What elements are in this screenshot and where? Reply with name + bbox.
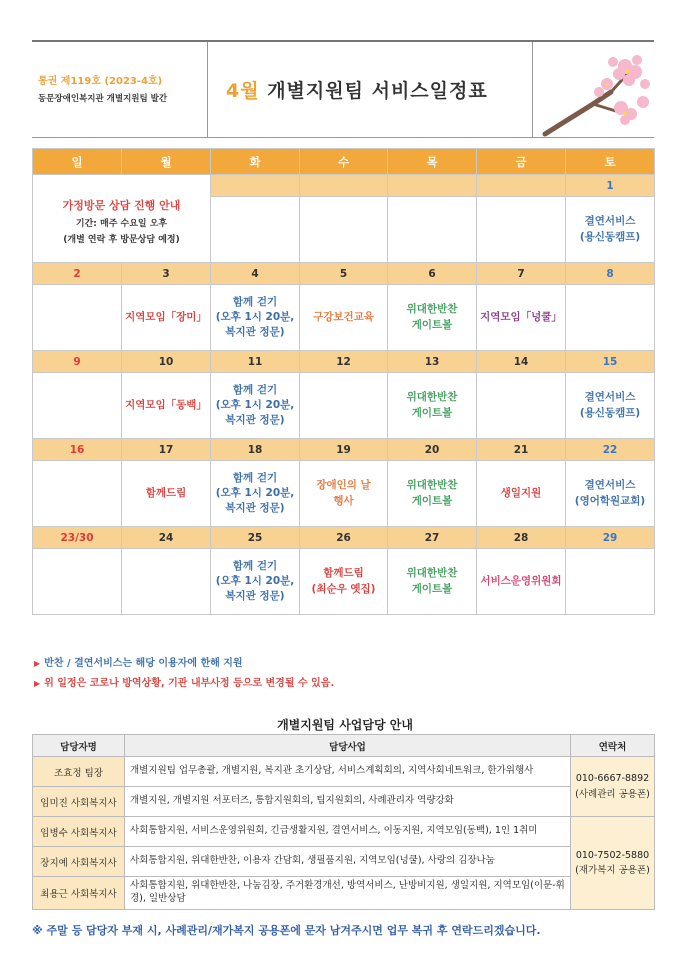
event-disability-day: 장애인의 날 행사 (300, 461, 388, 527)
day-number: 28 (477, 527, 566, 549)
footer-note: ※ 주말 등 담당자 부재 시, 사례관리/재가복지 공용폰에 문자 남겨주시면 업무 복귀 후 연락드리겠습니다. (32, 924, 541, 937)
day-number: 17 (122, 439, 211, 461)
home-visit-period: 기간: 매주 수요일 오후 (75, 218, 168, 229)
day-number: 20 (388, 439, 477, 461)
home-visit-info (33, 175, 211, 263)
home-visit-title: 가정방문 상담 진행 안내 (62, 198, 181, 212)
contact-home-welfare (571, 817, 655, 910)
event-local-meeting: 지역모임「넝쿨」 (477, 285, 566, 351)
staff-name: 임병수 사회복지사 (33, 817, 125, 847)
header-left-panel (32, 42, 208, 138)
weekday-header-row (33, 149, 655, 175)
staff-duty: 사회통합지원, 서비스운영위원회, 긴급생활지원, 결연서비스, 이동지원, 지역모임(동백), 1인 1취미 (125, 817, 571, 847)
weekday-wed: 수 (300, 149, 388, 175)
staff-duty: 개별지원팀 업무총괄, 개별지원, 복지관 초기상담, 서비스계획회의, 지역사회네트워크, 한가위행사 (125, 757, 571, 787)
weekday-tue: 화 (211, 149, 300, 175)
day-number: 29 (566, 527, 655, 549)
day-number: 6 (388, 263, 477, 285)
event-sisterhood-service: 결연서비스 (용신동캠프) (566, 197, 655, 263)
day-number: 27 (388, 527, 477, 549)
day-number: 19 (300, 439, 388, 461)
contact-label: (재가복지 공용폰) (575, 864, 650, 876)
event-local-meeting: 지역모임「동백」 (122, 373, 211, 439)
week1-day-row (33, 175, 655, 197)
cherry-blossom-icon (533, 42, 655, 138)
day-number: 18 (211, 439, 300, 461)
table-row (33, 817, 655, 847)
table-row (33, 847, 655, 877)
column-header: 담당자명 (33, 735, 125, 757)
title-month: 4월 (226, 80, 260, 102)
weekday-mon: 월 (122, 149, 211, 175)
event-sisterhood-service: 결연서비스 (용신동캠프) (566, 373, 655, 439)
day-number: 11 (211, 351, 300, 373)
day-number: 5 (300, 263, 388, 285)
staff-name: 임미진 사회복지사 (33, 787, 125, 817)
event-side-dish-gateball: 위대한반찬 게이트볼 (388, 549, 477, 615)
event-birthday-support: 생일지원 (477, 461, 566, 527)
event-walk-together: 함께 걷기 (오후 1시 20분, 복지관 정문) (211, 461, 300, 527)
day-number: 21 (477, 439, 566, 461)
day-number: 25 (211, 527, 300, 549)
staff-section-title: 개별지원팀 사업담당 안내 (277, 718, 413, 732)
day-number: 8 (566, 263, 655, 285)
table-row (33, 877, 655, 910)
event-side-dish-gateball: 위대한반찬 게이트볼 (388, 461, 477, 527)
day-number: 3 (122, 263, 211, 285)
event-walk-together: 함께 걷기 (오후 1시 20분, 복지관 정문) (211, 373, 300, 439)
staff-duty: 사회통합지원, 위대한반찬, 나눔김장, 주거환경개선, 방역서비스, 난방비지원, 생일지원, 지역모임(이문-휘경), 일반상담 (125, 877, 571, 910)
day-number: 12 (300, 351, 388, 373)
schedule-notes (34, 654, 334, 694)
week2-day-row (33, 263, 655, 285)
staff-duty: 개별지원, 개별지원 서포터즈, 통합지원회의, 팀지원회의, 사례관리자 역량강화 (125, 787, 571, 817)
staff-table (32, 734, 655, 910)
column-header: 연락처 (571, 735, 655, 757)
table-row (33, 787, 655, 817)
event-operating-committee: 서비스운영위원회 (477, 549, 566, 615)
staff-header-row (33, 735, 655, 757)
weekday-thu: 목 (388, 149, 477, 175)
newsletter-header (32, 40, 654, 138)
contact-phone: 010-6667-8892 (575, 773, 650, 785)
day-number: 13 (388, 351, 477, 373)
event-together-dream: 함께드림 (최순우 옛집) (300, 549, 388, 615)
day-number: 14 (477, 351, 566, 373)
event-walk-together: 함께 걷기 (오후 1시 20분, 복지관 정문) (211, 549, 300, 615)
contact-phone: 010-7502-5880 (575, 849, 650, 861)
week5-day-row (33, 527, 655, 549)
day-number: 2 (33, 263, 122, 285)
title-text: 개별지원팀 서비스일정표 (267, 80, 488, 102)
issue-number: 통권 제119호 (2023-4호) (38, 76, 163, 87)
day-number: 15 (566, 351, 655, 373)
triangle-bullet-icon: ▶ (34, 679, 41, 688)
note-item: ▶ 반찬 / 결연서비스는 해당 이용자에 한해 지원 (34, 658, 243, 669)
day-number: 9 (33, 351, 122, 373)
weekday-sat: 토 (566, 149, 655, 175)
contact-case-management (571, 757, 655, 817)
week3-day-row (33, 351, 655, 373)
event-side-dish-gateball: 위대한반찬 게이트볼 (388, 373, 477, 439)
event-side-dish-gateball: 위대한반찬 게이트볼 (388, 285, 477, 351)
day-number: 23/30 (33, 527, 122, 549)
event-together-dream: 함께드림 (122, 461, 211, 527)
weekday-sun: 일 (33, 149, 122, 175)
home-visit-note: (개별 연락 후 방문상담 예정) (63, 234, 180, 245)
week3-event-row (33, 373, 655, 439)
day-number: 7 (477, 263, 566, 285)
event-local-meeting: 지역모임「장미」 (122, 285, 211, 351)
day-number: 22 (566, 439, 655, 461)
table-row (33, 757, 655, 787)
staff-duty: 사회통합지원, 위대한반찬, 이용자 간담회, 생필품지원, 지역모임(넝쿨), 사랑의 김장나눔 (125, 847, 571, 877)
week4-day-row (33, 439, 655, 461)
day-number: 26 (300, 527, 388, 549)
triangle-bullet-icon: ▶ (34, 659, 41, 668)
day-number: 4 (211, 263, 300, 285)
week4-event-row (33, 461, 655, 527)
week5-event-row (33, 549, 655, 615)
week2-event-row (33, 285, 655, 351)
monthly-calendar (32, 148, 655, 615)
staff-name: 조효정 팀장 (33, 757, 125, 787)
event-walk-together: 함께 걷기 (오후 1시 20분, 복지관 정문) (211, 285, 300, 351)
weekday-fri: 금 (477, 149, 566, 175)
day-number: 10 (122, 351, 211, 373)
staff-name: 장지예 사회복지사 (33, 847, 125, 877)
note-item: ▶ 위 일정은 코로나 방역상황, 기관 내부사정 등으로 변경될 수 있음. (34, 678, 335, 689)
page-title (226, 76, 488, 103)
event-oral-health: 구강보건교육 (300, 285, 388, 351)
column-header: 담당사업 (125, 735, 571, 757)
contact-label: (사례관리 공용폰) (575, 788, 650, 800)
event-sisterhood-service: 결연서비스 (영어학원교회) (566, 461, 655, 527)
day-number: 1 (566, 175, 655, 197)
header-right-panel (532, 42, 654, 138)
staff-name: 최용근 사회복지사 (33, 877, 125, 910)
day-number: 16 (33, 439, 122, 461)
publisher: 동문장애인복지관 개별지원팀 발간 (38, 94, 168, 104)
day-number: 24 (122, 527, 211, 549)
